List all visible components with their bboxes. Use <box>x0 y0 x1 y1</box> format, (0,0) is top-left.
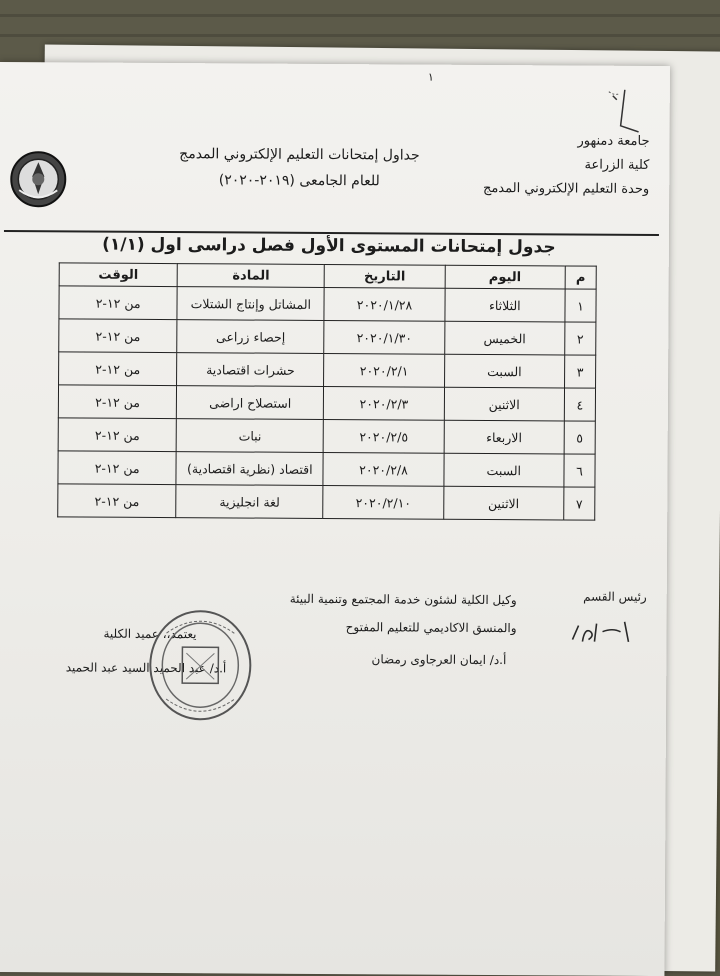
desk-stripe <box>0 14 720 17</box>
row-number: ٧ <box>564 487 595 520</box>
unit-name: وحدة التعليم الإلكتروني المدمج <box>482 180 650 197</box>
academic-year: للعام الجامعى (٢٠١٩-٢٠٢٠) <box>218 172 380 190</box>
schedule-title: جداول إمتحانات التعليم الإلكتروني المدمج <box>179 146 420 164</box>
row-subject: إحصاء زراعى <box>177 320 324 354</box>
header-number: م <box>565 266 596 289</box>
row-day: الاربعاء <box>444 420 564 454</box>
schedule-header <box>149 141 449 195</box>
approval-label: يعتمد،، عميد الكلية <box>103 626 197 642</box>
row-day: السبت <box>444 453 564 487</box>
row-subject: المشاتل وإنتاج الشتلات <box>177 287 324 321</box>
row-time: من ١٢-٢ <box>58 484 176 518</box>
row-subject: استصلاح اراضى <box>177 386 324 420</box>
row-time: من ١٢-٢ <box>59 286 177 320</box>
table-row <box>58 484 595 520</box>
header-subject: المادة <box>177 264 324 288</box>
exam-schedule-table <box>57 262 597 520</box>
official-stamp-icon <box>146 603 255 724</box>
row-time: من ١٢-٢ <box>59 352 177 386</box>
row-date: ٢٠٢٠/٢/٥ <box>323 419 444 453</box>
row-number: ٥ <box>564 421 595 454</box>
document-page <box>0 62 670 976</box>
header-day: اليوم <box>445 265 565 289</box>
row-subject: نبات <box>176 419 323 453</box>
vice-dean-name: أ.د/ ايمان العرجاوى رمضان <box>371 652 507 668</box>
row-date: ٢٠٢٠/١/٢٨ <box>324 287 445 321</box>
faculty-name: كلية الزراعة <box>584 157 650 173</box>
row-number: ٣ <box>564 355 595 388</box>
row-time: من ١٢-٢ <box>58 451 176 485</box>
row-date: ٢٠٢٠/٢/١ <box>324 353 445 387</box>
table-row <box>58 451 595 487</box>
desk-stripe <box>0 34 720 37</box>
handwritten-signature-icon <box>568 617 638 645</box>
row-date: ٢٠٢٠/١/٣٠ <box>324 320 445 354</box>
header-date: التاريخ <box>324 264 444 288</box>
row-time: من ١٢-٢ <box>59 319 177 353</box>
row-date: ٢٠٢٠/٢/٨ <box>323 452 444 486</box>
row-subject: لغة انجليزية <box>176 485 323 519</box>
table-header-row <box>59 263 596 289</box>
row-day: السبت <box>444 354 564 388</box>
table-row <box>59 286 596 322</box>
table-title: جدول إمتحانات المستوى الأول فصل دراسى اول (١/١) <box>102 234 556 258</box>
university-name: جامعة دمنهور <box>577 133 650 149</box>
row-date: ٢٠٢٠/٢/٣ <box>324 386 445 420</box>
row-time: من ١٢-٢ <box>58 385 176 419</box>
vice-dean-title-line1: وكيل الكلية لشئون خدمة المجتمع وتنمية البيئة <box>289 591 517 608</box>
row-subject: اقتصاد (نظرية اقتصادية) <box>176 452 323 486</box>
table-row <box>59 352 596 388</box>
row-subject: حشرات اقتصادية <box>177 353 324 387</box>
row-day: الاثنين <box>443 486 563 520</box>
row-day: الاثنين <box>444 387 564 421</box>
row-number: ٤ <box>564 388 595 421</box>
page-number: ١ <box>427 70 434 84</box>
row-day: الخميس <box>444 321 564 355</box>
header-time: الوقت <box>59 263 177 287</box>
university-logo-icon <box>9 150 67 208</box>
dept-head-label: رئيس القسم <box>583 589 647 604</box>
table-row <box>58 385 595 421</box>
row-day: الثلاثاء <box>445 288 565 322</box>
row-number: ١ <box>565 289 596 322</box>
dean-name: أ.د/ عبد الحميد السيد عبد الحميد <box>65 660 227 676</box>
row-date: ٢٠٢٠/٢/١٠ <box>323 485 444 519</box>
institution-header <box>483 129 650 202</box>
table-row <box>58 418 595 454</box>
row-number: ٢ <box>565 322 596 355</box>
vice-dean-title-line2: والمنسق الاكاديمي للتعليم المفتوح <box>345 620 517 636</box>
row-time: من ١٢-٢ <box>58 418 176 452</box>
row-number: ٦ <box>564 454 595 487</box>
table-row <box>59 319 596 355</box>
